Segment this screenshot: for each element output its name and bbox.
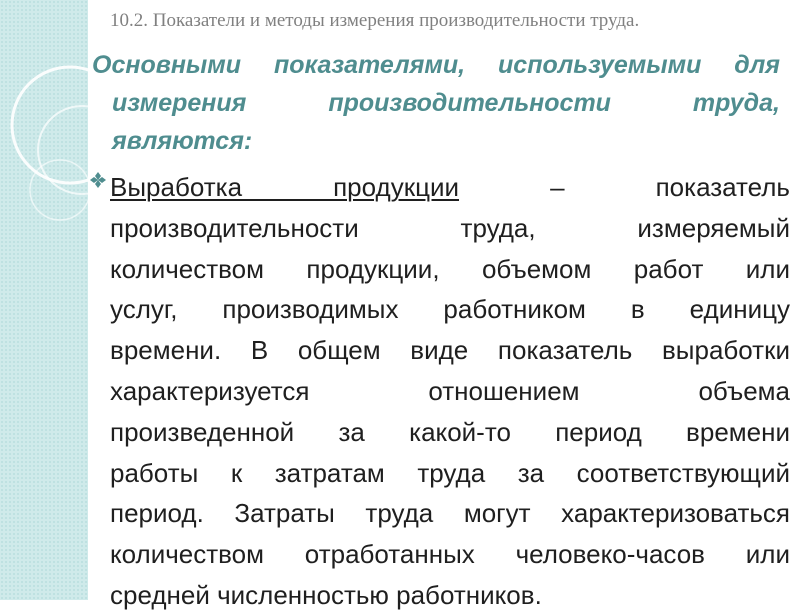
- body-line: производительности труда, измеряемый: [110, 212, 790, 243]
- body-paragraph: [110, 167, 790, 616]
- body-line: количеством продукции, объемом работ или: [110, 253, 790, 284]
- section-heading: [92, 46, 780, 160]
- diamond-bullet-icon: [89, 171, 107, 189]
- body-line: количеством отработанных человеко-часов или: [110, 539, 790, 570]
- body-line: работы к затратам труда за соответствующий: [110, 457, 790, 488]
- heading-line: являются:: [112, 127, 253, 155]
- body-line: средней численностью работников.: [110, 579, 542, 610]
- heading-line: измерения производительности труда,: [112, 89, 780, 117]
- decorative-side-panel: [0, 0, 88, 600]
- body-line: произведенной за какой-то период времени: [110, 416, 790, 447]
- circles-decoration-icon: [0, 0, 88, 600]
- slide-title: 10.2. Показатели и методы измерения производительности труда.: [110, 10, 640, 31]
- term-definition: Выработка продукции: [110, 172, 460, 202]
- body-line: времени. В общем виде показатель выработки: [110, 335, 790, 366]
- body-line-term: Выработка продукции – показатель: [110, 172, 790, 202]
- body-line: период. Затраты труда могут характеризоваться: [110, 498, 790, 529]
- body-line: услуг, производимых работником в единицу: [110, 294, 790, 325]
- heading-line: Основными показателями, используемыми для: [92, 51, 780, 79]
- body-line: характеризуется отношением объема: [110, 375, 790, 406]
